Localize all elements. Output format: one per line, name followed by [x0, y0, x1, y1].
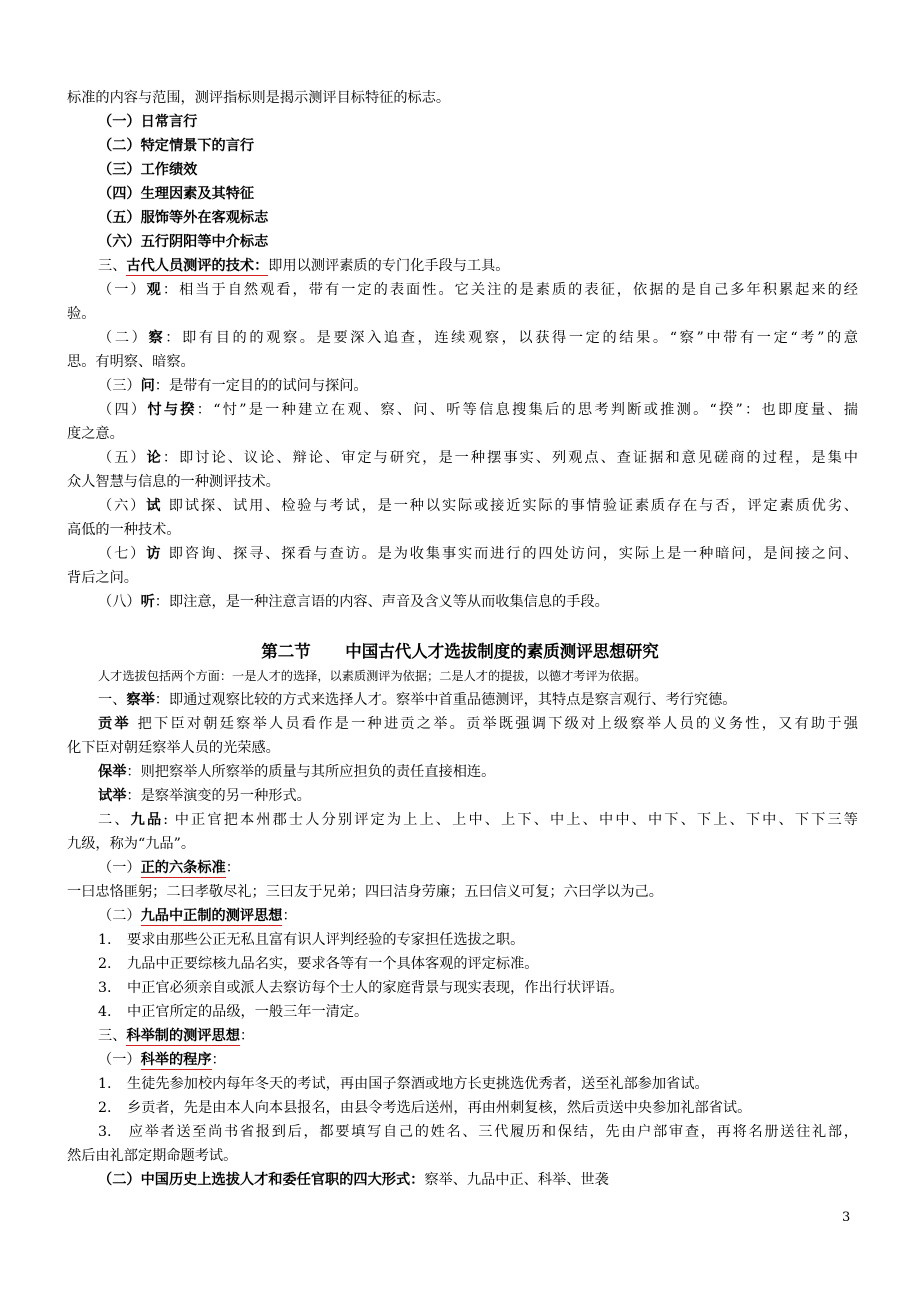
- tech-term: 问: [140, 378, 155, 394]
- indicator-item: （一）日常言行: [98, 114, 198, 130]
- section-title: 第二节 中国古代人才选拔制度的素质测评思想研究: [261, 642, 659, 661]
- chaju-line: 一、察举：即通过观察比较的方式来选择人才。察举中首重品德测评，其特点是察言观行、考行究德。: [98, 692, 737, 708]
- list-item-cont: 然后由礼部定期命题考试。: [67, 1148, 238, 1164]
- tech-item-cont: 众人智慧与信息的一种测评技术。: [67, 474, 280, 490]
- tech-item-cont: 高低的一种技术。: [67, 522, 181, 538]
- jiupin-term: 九品: [130, 812, 164, 828]
- tech-item: （七）访 即咨询、探寻、探看与查访。是为收集事实而进行的四处访问，实际上是一种暗问，是间接之问、: [98, 546, 858, 562]
- tech-item: （四）忖与揆：“忖”是一种建立在观、察、问、听等信息搜集后的思考判断或推测。“揆”：也即度量、揣: [98, 402, 858, 418]
- tech-desc: 即用以测评素质的专门化手段与工具。: [268, 258, 510, 274]
- tech-term: 察: [148, 330, 166, 346]
- tech-heading: 古代人员测评的技术：: [126, 258, 269, 274]
- chaju-term: 察举: [126, 692, 155, 708]
- list-item: 3. 应举者送至尚书省报到后，都要填写自己的姓名、三代履历和保结，先由户部审查，再将名册送往礼部，: [98, 1124, 858, 1140]
- tech-item: （五）论：即讨论、议论、辩论、审定与研究，是一种摆事实、列观点、查证据和意见磋商的过程，是集中: [98, 450, 858, 466]
- list-item: 4. 中正官所定的品级，一般三年一清定。: [98, 1004, 369, 1020]
- tech-item-cont: 思。有明察、暗察。: [67, 354, 195, 370]
- tech-term: 忖与揆: [147, 402, 197, 418]
- indicator-item: （二）特定情景下的言行: [98, 138, 255, 154]
- tech-item: （六）试 即试探、试用、检验与考试，是一种以实际或接近实际的事情验证素质存在与否，评定素质优劣、: [98, 498, 858, 514]
- tech-item-cont: 验。: [67, 306, 96, 322]
- list-item: 1. 要求由那些公正无私且富有识人评判经验的专家担任选拔之职。: [98, 932, 525, 948]
- tech-term: 试: [146, 498, 163, 514]
- indicator-item: （四）生理因素及其特征: [98, 186, 255, 202]
- indicator-item: （五）服饰等外在客观标志: [98, 210, 269, 226]
- six-std-content: 一曰忠恪匪躬；二曰孝敬尽礼；三曰友于兄弟；四曰洁身劳廉；五曰信义可复；六曰学以为己。: [67, 884, 663, 900]
- keju-heading: 三、科举制的测评思想：: [98, 1028, 255, 1044]
- list-item: 1. 生徒先参加校内每年冬天的考试，再由国子祭酒或地方长吏挑选优秀者，送至礼部参加省试。: [98, 1076, 709, 1092]
- baoju-line: 保举：则把察举人所察举的质量与其所应担负的责任直接相连。: [98, 764, 496, 780]
- tech-heading-line: [98, 254, 858, 278]
- shiju-term: 试举: [98, 788, 127, 804]
- gongju-term: 贡举: [98, 716, 131, 732]
- tech-term: 观: [146, 282, 163, 298]
- baoju-term: 保举: [98, 764, 127, 780]
- tech-item: （八）听：即注意，是一种注意言语的内容、声音及含义等从而收集信息的手段。: [98, 594, 609, 610]
- tech-prefix: 三、: [98, 258, 127, 274]
- jiupin-cont: 九级，称为“九品”。: [67, 836, 196, 852]
- tech-term: 论: [146, 450, 163, 466]
- gongju-line: 贡举 把下臣对朝廷察举人员看作是一种进贡之举。贡举既强调下级对上级察举人员的义务性，又有助于强: [98, 716, 858, 732]
- indicator-item: （三）工作绩效: [98, 162, 198, 178]
- list-item: 2. 九品中正要综核九品名实，要求各等有一个具体客观的评定标准。: [98, 956, 539, 972]
- indicator-item: （六）五行阴阳等中介标志: [98, 234, 269, 250]
- six-std-heading: （一）正的六条标准：: [98, 860, 240, 876]
- list-item: 2. 乡贡者，先是由本人向本县报名，由县令考选后送州，再由州刺复核，然后贡送中央参加礼部省试。: [98, 1100, 752, 1116]
- tech-term: 听: [140, 594, 155, 610]
- jiupin-line: 二、九品: 中正官把本州郡士人分别评定为上上、上中、上下、中上、中中、中下、下上、下中、下下三等: [98, 812, 858, 828]
- tech-item-cont: 度之意。: [67, 426, 124, 442]
- forms-line: （二）中国历史上选拔人才和委任官职的四大形式：察举、九品中正、科举、世袭: [98, 1172, 609, 1188]
- tech-item: （一）观：相当于自然观看，带有一定的表面性。它关注的是素质的表征，依据的是自己多年积累起来的经: [98, 282, 858, 298]
- tech-item: （二）察：即有目的的观察。是要深入追查，连续观察，以获得一定的结果。“察”中带有一定“考”的意: [98, 330, 858, 346]
- jiupin-thought-heading: （二）九品中正制的测评思想：: [98, 908, 297, 924]
- tech-item-cont: 背后之问。: [67, 570, 138, 586]
- tech-term: 访: [146, 546, 163, 562]
- keju-proc-heading: （一）科举的程序：: [98, 1052, 226, 1068]
- tech-item: （三）问：是带有一定目的的试问与探问。: [98, 378, 368, 394]
- gongju-cont: 化下臣对朝廷察举人员的光荣感。: [67, 740, 280, 756]
- intro-line: 标准的内容与范围，测评指标则是揭示测评目标特征的标志。: [67, 90, 451, 106]
- page-number: 3: [842, 1210, 851, 1225]
- section-intro: 人才选拔包括两个方面：一是人才的选择，以素质测评为依据；二是人才的提拔，以德才考评为依据。: [98, 669, 647, 683]
- list-item: 3. 中正官必须亲自或派人去察访每个士人的家庭背景与现实表现，作出行状评语。: [98, 980, 624, 996]
- shiju-line: 试举：是察举演变的另一种形式。: [98, 788, 311, 804]
